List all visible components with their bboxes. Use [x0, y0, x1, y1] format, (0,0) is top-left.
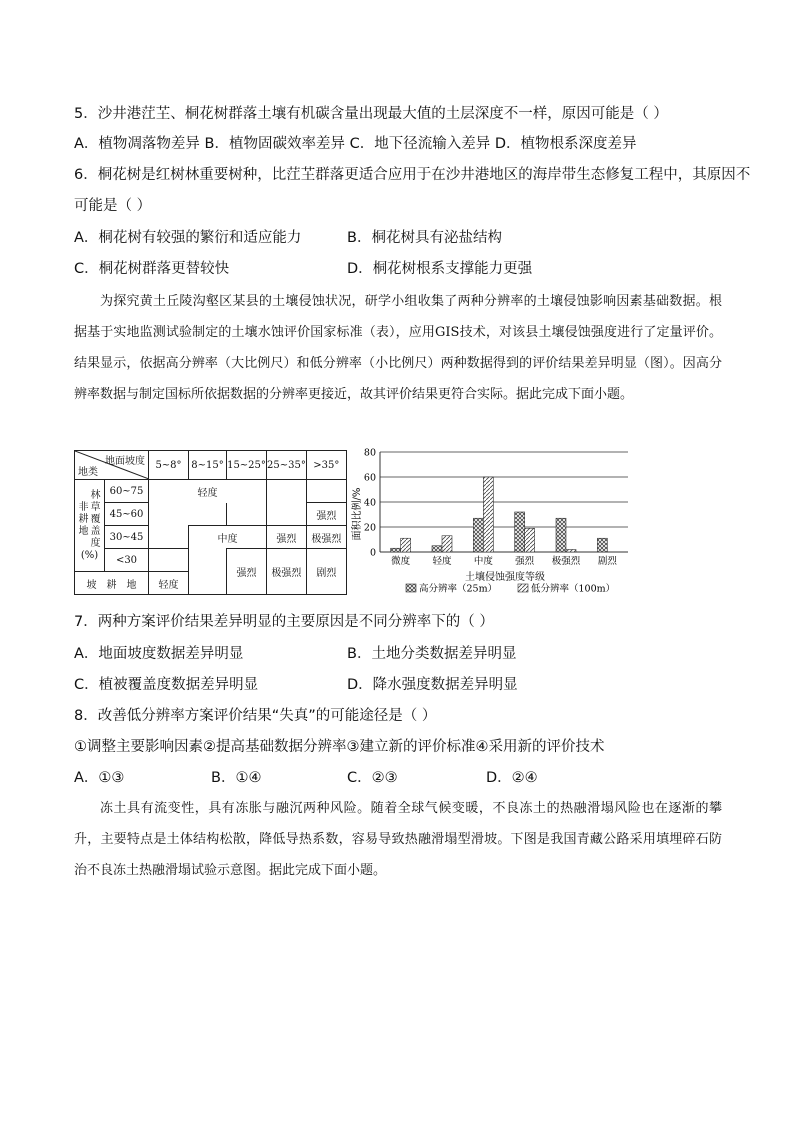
- question-6-option-a: A．桐花树有较强的繁衍和适应能力: [74, 230, 302, 246]
- label-char: 草: [90, 501, 101, 513]
- passage-soil-erosion-text: 为探究黄土丘陵沟壑区某县的土壤侵蚀状况，研学小组收集了两种分辨率的土壤侵蚀影响因素基础数据。根据基于实地监测试验制定的土壤水蚀评价国家标准（表），应用GIS技术，对该县土壤侵蚀强度进行了定量评价。结果显示，依据高分辨率（大比例尺）和低分辨率（小比例尺）两种数据得到的评价结果差异明显（图）。因高分辨率数据与制定国标所依据数据的分辨率更接近，故其评价结果更符合实际。据此完成下面小题。: [74, 294, 722, 402]
- slope-header-2: 8~15°: [189, 451, 227, 480]
- cell-blank: [189, 549, 227, 572]
- question-6-stem-line2: 可能是（ ）: [74, 198, 152, 214]
- question-7-option-b: B．土地分类数据差异明显: [347, 646, 517, 662]
- cell-strong: 强烈: [267, 526, 307, 549]
- question-7-option-c: C．植被覆盖度数据差异明显: [74, 677, 259, 693]
- cell-very-strong: 极强烈: [306, 526, 346, 549]
- row-label-farmland: 坡 耕 地: [75, 572, 149, 595]
- question-8-option-a: A．①③: [74, 770, 125, 786]
- bar-low-res: [525, 528, 535, 552]
- question-8-option-d: D．②④: [486, 770, 538, 786]
- passage-soil-erosion: [74, 286, 722, 410]
- y-tick-label: 20: [363, 522, 376, 534]
- cell-blank: [267, 503, 307, 526]
- bar-low-res: [401, 538, 411, 552]
- cell-light-top: 轻度: [149, 480, 267, 503]
- y-tick-label: 60: [363, 472, 376, 484]
- label-char: 林: [90, 489, 101, 501]
- cell-strong: 强烈: [306, 503, 346, 526]
- question-7-option-d: D．降水强度数据差异明显: [347, 677, 518, 693]
- label-char: 覆: [90, 513, 101, 525]
- question-6-stem-line1: 6．桐花树是红树林重要树种，比茳芏群落更适合应用于在沙井港地区的海岸带生态修复工程中，其原因不: [74, 167, 751, 183]
- cell-blank: [149, 503, 227, 526]
- erosion-bar-chart: [350, 444, 650, 596]
- cell-blank: [227, 503, 267, 526]
- cell-strong: 强烈: [227, 549, 267, 595]
- cell-light: 轻度: [149, 572, 189, 595]
- cell-severe: 剧烈: [306, 549, 346, 595]
- bar-high-res: [473, 518, 483, 552]
- bar-low-res: [442, 536, 452, 552]
- legend-swatch-high: [406, 584, 416, 592]
- bar-low-res: [483, 477, 493, 552]
- legend-swatch-low: [518, 584, 528, 592]
- legend-label-low: 低分辨率（100m）: [531, 583, 616, 595]
- x-tick-label: 极强烈: [551, 556, 581, 567]
- question-8-option-b: B．①④: [211, 770, 262, 786]
- chart-bars: [391, 477, 608, 552]
- cell-blank: [189, 572, 227, 595]
- slope-header-4: 25~35°: [267, 451, 307, 480]
- label-char: 度: [90, 537, 101, 549]
- coverage-1: 60~75: [105, 480, 149, 503]
- bar-high-res: [391, 548, 401, 552]
- question-7-option-a: A．地面坡度数据差异明显: [74, 646, 244, 662]
- header-landtype: 地类: [78, 467, 98, 478]
- label-char: 地: [78, 525, 89, 537]
- y-tick-label: 40: [363, 497, 376, 509]
- cell-blank: [149, 549, 189, 572]
- x-tick-label: 微度: [391, 556, 411, 567]
- question-8-option-c: C．②③: [347, 770, 398, 786]
- slope-header-1: 5~8°: [149, 451, 189, 480]
- erosion-grade-table: [74, 450, 347, 595]
- chart-xlabel: 土壤侵蚀强度等级: [465, 572, 545, 583]
- chart-ylabel: 面积比例/%: [352, 487, 363, 541]
- cell-blank: [306, 480, 346, 503]
- bar-high-res: [515, 512, 525, 552]
- bar-high-res: [556, 518, 566, 552]
- x-tick-label: 轻度: [432, 556, 452, 567]
- coverage-2: 45~60: [105, 503, 149, 526]
- passage-permafrost-text: 冻土具有流变性，具有冻胀与融沉两种风险。随着全球气候变暖，不良冻土的热融滑塌风险也在逐渐的攀升，主要特点是土体结构松散，降低导热系数，容易导致热融滑塌型滑坡。下图是我国青藏公路采用填埋碎石防治不良冻土热融滑塌试验示意图。据此完成下面小题。: [74, 801, 722, 878]
- table-corner-header: [75, 451, 149, 480]
- passage-permafrost: [74, 793, 722, 886]
- y-tick-label: 80: [363, 447, 376, 459]
- label-char: 盖: [90, 525, 101, 537]
- coverage-3: 30~45: [105, 526, 149, 549]
- question-5-options: A．植物凋落物差异 B．植物固碳效率差异 C．地下径流输入差异 D．植物根系深度差异: [74, 136, 637, 152]
- row-label-non-farmland: [75, 480, 105, 572]
- question-6-option-d: D．桐花树根系支撑能力更强: [347, 261, 533, 277]
- bar-low-res: [566, 550, 576, 553]
- label-char: 非: [78, 501, 89, 513]
- question-8-stem: 8．改善低分辨率方案评价结果“失真”的可能途径是（ ）: [74, 708, 437, 724]
- cell-blank: [267, 480, 307, 503]
- bar-high-res: [597, 538, 607, 552]
- chart-gridlines: [380, 452, 628, 552]
- question-7-stem: 7．两种方案评价结果差异明显的主要原因是不同分辨率下的（ ）: [74, 614, 494, 630]
- header-slope: 地面坡度: [105, 456, 145, 467]
- slope-header-5: >35°: [306, 451, 346, 480]
- x-tick-label: 中度: [473, 556, 493, 567]
- question-6-option-b: B．桐花树具有泌盐结构: [347, 230, 502, 246]
- cell-very-strong: 极强烈: [267, 549, 307, 595]
- coverage-4: <30: [105, 549, 149, 572]
- cell-moderate: 中度: [189, 526, 267, 549]
- cell-blank: [149, 526, 189, 549]
- question-6-option-c: C．桐花树群落更替较快: [74, 261, 230, 277]
- y-tick-label: 0: [369, 547, 376, 559]
- legend-label-high: 高分辨率（25m）: [419, 583, 498, 595]
- x-tick-label: 强烈: [515, 556, 535, 567]
- x-tick-label: 剧烈: [597, 556, 617, 567]
- bar-high-res: [432, 546, 442, 552]
- question-5-stem: 5．沙井港茳芏、桐花树群落土壤有机碳含量出现最大值的土层深度不一样，原因可能是（ ）: [74, 106, 668, 122]
- question-8-choices: ①调整主要影响因素②提高基础数据分辨率③建立新的评价标准④采用新的评价技术: [74, 739, 605, 755]
- slope-header-3: 15~25°: [227, 451, 267, 480]
- label-unit: (%): [80, 549, 99, 561]
- label-char: 耕: [78, 513, 89, 525]
